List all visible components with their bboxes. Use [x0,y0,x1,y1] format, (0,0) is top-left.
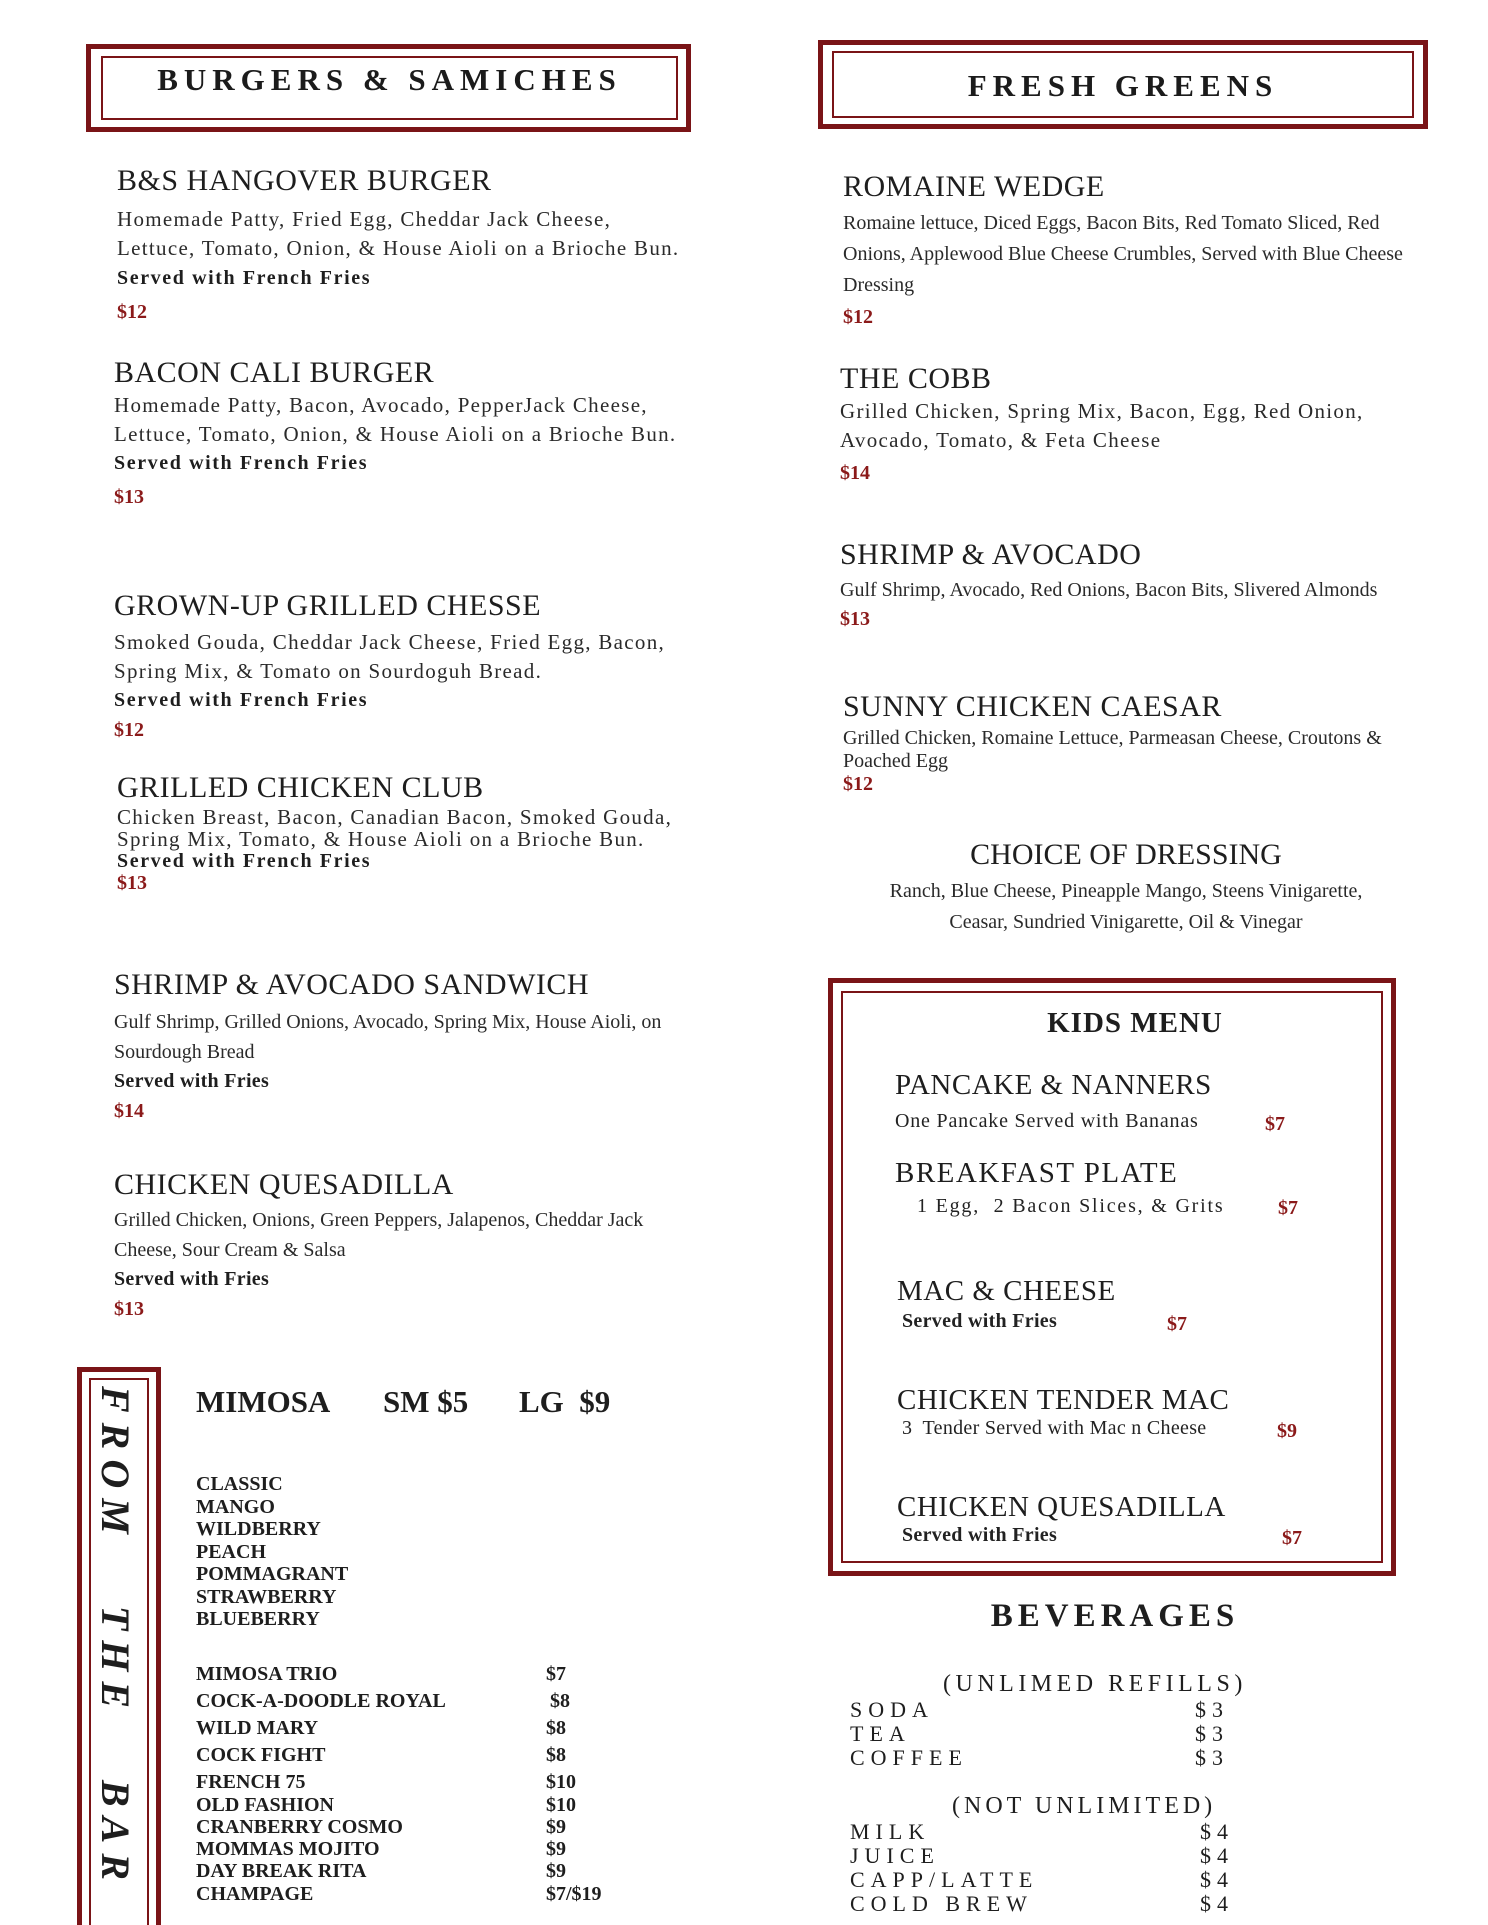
beverage-name: SODA [850,1697,934,1722]
item-description: Homemade Patty, Fried Egg, Cheddar Jack Cheese, Lettuce, Tomato, Onion, & House Aioli on a Brioche Bun. Served with French Fries [117,207,680,289]
mimosa-flavor: POMMAGRANT [196,1563,349,1585]
menu-item-shrimp-avocado-sandwich [114,967,684,1125]
mimosa-flavor: BLUEBERRY [196,1608,320,1630]
item-served-note: Served with French Fries [114,689,369,711]
bar-drink-row [196,1816,636,1839]
menu-item-sunny-chicken-caesar [843,689,1403,795]
beverage-tea [850,1722,911,1746]
drink-price: $10 [546,1794,576,1816]
drink-price: $8 [546,1744,566,1766]
bar-drink-row [196,1883,636,1906]
beverage-milk [850,1820,930,1844]
drink-price: $7/$19 [546,1883,602,1905]
item-name: GRILLED CHICKEN CLUB [117,771,484,804]
item-price: $13 [114,1298,144,1320]
drink-name: COCK FIGHT [196,1744,326,1766]
item-price: $12 [114,719,144,741]
item-price: $7 [1282,1527,1302,1549]
beverage-coffee-price: $3 [1195,1745,1229,1770]
item-description: Served with Fries [902,1524,1058,1546]
beverage-name: COLD BREW [850,1891,1033,1916]
item-name: SUNNY CHICKEN CAESAR [843,690,1222,723]
mimosa-flavor: MANGO [196,1495,275,1518]
menu-item-bacon-cali-burger [114,355,684,511]
item-name: CHICKEN QUESADILLA [897,1491,1226,1523]
item-description: Grilled Chicken, Spring Mix, Bacon, Egg, Red Onion, Avocado, Tomato, & Feta Cheese [840,399,1364,452]
drink-name: COCK-A-DOODLE ROYAL [196,1690,446,1712]
menu-item-hangover-burger [117,163,687,326]
item-price: $13 [114,486,144,508]
item-price: $14 [840,462,870,484]
bar-drink-row [196,1717,636,1740]
item-price: $12 [843,773,873,795]
mimosa-flavor: PEACH [196,1540,266,1563]
drink-name: OLD FASHION [196,1794,334,1816]
beverage-name: CAPP/LATTE [850,1867,1039,1892]
mimosa-label: MIMOSA [196,1384,331,1419]
drink-name: DAY BREAK RITA [196,1860,367,1882]
drink-name: MIMOSA TRIO [196,1663,338,1685]
item-description: 3 Tender Served with Mac n Cheese [902,1417,1207,1439]
burgers-section-title: BURGERS & SAMICHES [157,62,622,97]
bar-drink-row [196,1838,636,1861]
mimosa-small-price: SM $5 [383,1384,469,1419]
mimosa-flavor-list [196,1473,348,1631]
beverage-coffee [850,1746,968,1770]
item-description: Grilled Chicken, Romaine Lettuce, Parmeasan Cheese, Croutons & Poached Egg [843,727,1382,772]
beverage-soda [850,1698,934,1722]
item-name: PANCAKE & NANNERS [895,1069,1212,1101]
item-price: $13 [117,872,147,894]
drink-price: $8 [546,1717,566,1739]
item-description: Grilled Chicken, Onions, Green Peppers, Jalapenos, Cheddar Jack Cheese, Sour Cream & Salsa [114,1209,644,1261]
item-name: CHICKEN QUESADILLA [114,1168,454,1201]
menu-item-romaine-wedge [843,169,1403,331]
item-served-note: Served with French Fries [117,267,372,289]
kids-item-pancake [895,1069,1315,1141]
kids-menu-title: KIDS MENU [1047,1007,1223,1039]
drink-name: MOMMAS MOJITO [196,1838,380,1860]
beverage-soda-price: $3 [1195,1697,1229,1722]
drink-name: CRANBERRY COSMO [196,1816,403,1838]
drink-name: WILD MARY [196,1717,319,1739]
bar-drink-row [196,1663,636,1686]
kids-item-chicken-quesadilla [897,1491,1317,1551]
dressing-title: CHOICE OF DRESSING [970,838,1282,871]
drink-name: FRENCH 75 [196,1771,306,1793]
mimosa-flavor: STRAWBERRY [196,1585,337,1608]
bar-drink-row [196,1744,636,1767]
drink-price: $9 [546,1860,566,1882]
item-price: $7 [1167,1313,1187,1335]
beverage-name: MILK [850,1819,931,1844]
drink-price: $10 [546,1771,576,1793]
item-name: THE COBB [840,362,992,395]
item-price: $12 [843,306,873,328]
beverage-cold-brew-price: $4 [1200,1891,1234,1916]
greens-section-title: FRESH GREENS [967,68,1279,103]
item-name: SHRIMP & AVOCADO [840,538,1142,571]
mimosa-flavor: CLASSIC [196,1473,283,1495]
beverage-name: TEA [850,1721,911,1746]
menu-item-chicken-quesadilla [114,1167,684,1323]
beverage-juice-price: $4 [1200,1843,1234,1868]
menu-item-grilled-chicken-club [117,770,682,894]
menu-item-shrimp-avocado [840,537,1410,633]
beverages-unlimited-label: (UNLIMED REFILLS) [943,1671,1247,1697]
item-name: GROWN-UP GRILLED CHESSE [114,589,542,622]
bar-side-label: FROM THE BAR [93,1385,138,1891]
item-price: $7 [1278,1197,1298,1219]
item-description: Served with Fries [902,1310,1058,1332]
item-name: CHICKEN TENDER MAC [897,1384,1230,1416]
item-description: Chicken Breast, Bacon, Canadian Bacon, Smoked Gouda, Spring Mix, Tomato, & House Aioli on a Brioche Bun. [117,805,673,851]
item-served-note: Served with French Fries [117,850,372,872]
item-description: Gulf Shrimp, Grilled Onions, Avocado, Spring Mix, House Aioli, on Sourdough Bread [114,1011,662,1063]
item-price: $14 [114,1100,144,1122]
item-served-note: Served with French Fries [114,452,369,474]
drink-price: $9 [546,1838,566,1860]
bar-drink-row [196,1690,636,1713]
item-description: One Pancake Served with Bananas [895,1110,1199,1132]
item-name: BREAKFAST PLATE [895,1157,1179,1189]
menu-item-grilled-chesse [114,588,694,744]
drink-price: $7 [546,1663,566,1685]
dressing-options-line-2: Ceasar, Sundried Vinigarette, Oil & Vinegar [949,911,1303,933]
kids-item-mac-cheese [897,1275,1297,1335]
item-name: B&S HANGOVER BURGER [117,164,492,197]
item-description: Smoked Gouda, Cheddar Jack Cheese, Fried Egg, Bacon, Spring Mix, & Tomato on Sourdoguh Bread. [114,630,666,683]
item-description: Romaine lettuce, Diced Eggs, Bacon Bits, Red Tomato Sliced, Red Onions, Applewood Blue Cheese Crumbles, Served with Blue Cheese Dressing [843,212,1403,296]
mimosa-flavor: WILDBERRY [196,1518,321,1540]
beverage-name: COFFEE [850,1745,968,1770]
beverage-capp-latte [850,1868,1038,1892]
item-description: Gulf Shrimp, Avocado, Red Onions, Bacon Bits, Slivered Almonds [840,579,1378,601]
item-served-note: Served with Fries [114,1268,270,1290]
beverage-tea-price: $3 [1195,1721,1229,1746]
drink-price: $9 [546,1816,566,1838]
dressing-options-line-1: Ranch, Blue Cheese, Pineapple Mango, Steens Vinigarette, [889,880,1363,902]
item-name: MAC & CHEESE [897,1275,1116,1307]
mimosa-large-price: LG $9 [519,1384,611,1419]
beverages-limited-label: (NOT UNLIMITED) [952,1793,1217,1819]
item-description: 1 Egg, 2 Bacon Slices, & Grits [917,1195,1225,1217]
kids-item-chicken-tender-mac [897,1384,1317,1444]
drink-price: $8 [550,1690,570,1712]
beverage-capp-latte-price: $4 [1200,1867,1234,1892]
drink-name: CHAMPAGE [196,1883,314,1905]
beverage-name: JUICE [850,1843,940,1868]
item-price: $9 [1277,1420,1297,1442]
menu-item-the-cobb [840,361,1405,487]
item-name: ROMAINE WEDGE [843,170,1105,203]
item-price: $12 [117,301,147,323]
item-served-note: Served with Fries [114,1070,270,1092]
bar-drink-row [196,1771,636,1794]
beverages-title: BEVERAGES [990,1598,1240,1634]
item-price: $7 [1265,1113,1285,1135]
item-price: $13 [840,608,870,630]
item-description: Homemade Patty, Bacon, Avocado, PepperJack Cheese, Lettuce, Tomato, Onion, & House Aioli on a Brioche Bun. [114,393,677,446]
bar-drink-row [196,1860,636,1883]
item-name: BACON CALI BURGER [114,356,435,389]
beverage-juice [850,1844,940,1868]
kids-item-breakfast-plate [895,1157,1325,1227]
beverage-milk-price: $4 [1200,1819,1234,1844]
item-name: SHRIMP & AVOCADO SANDWICH [114,968,590,1001]
bar-drink-row [196,1794,636,1817]
beverage-cold-brew [850,1892,1033,1916]
